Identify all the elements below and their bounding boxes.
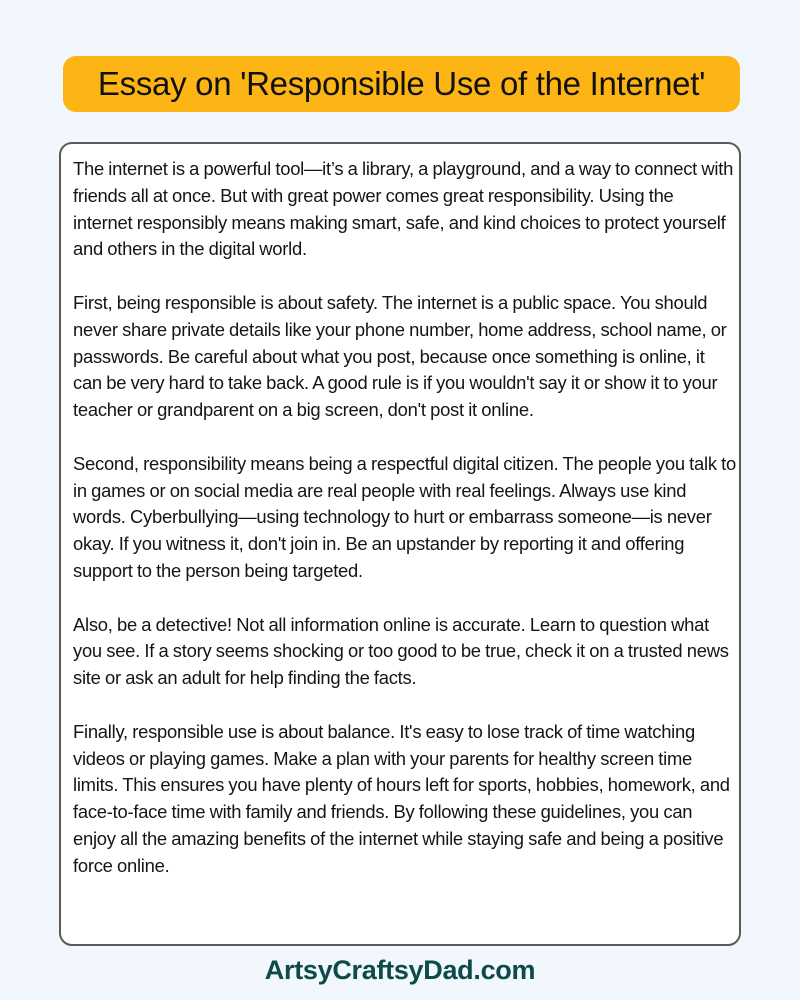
essay-container [59, 142, 741, 946]
footer-brand-watermark: ArtsyCraftsyDad.com [264, 955, 536, 985]
paragraph-balance: Finally, responsible use is about balance. It's easy to lose track of time watching videos or playing games. Make a plan with your parents for healthy screen time limits. This ensures you have plenty of hours left for sports, hobbies, homework, and face-to-face time with family and friends. By following these guidelines, you can enjoy all the amazing benefits of the internet while staying safe and being a positive force online. [73, 720, 730, 876]
title-banner [63, 56, 740, 112]
essay-body [73, 156, 737, 880]
paragraph-safety: First, being responsible is about safety. The internet is a public space. You should never share private details like your phone number, home address, school name, or passwords. Be careful about what you post, because once something is online, it can be very hard to take back. A good rule is if you wouldn't say it or show it to your teacher or grandparent on a big screen, don't post it online. [73, 291, 727, 421]
paragraph-intro: The internet is a powerful tool—it’s a library, a playground, and a way to connect with friends all at once. But with great power comes great responsibility. Using the internet responsibly means making smart, safe, and kind choices to protect yourself and others in the digital world. [73, 158, 734, 260]
paragraph-detective: Also, be a detective! Not all information online is accurate. Learn to question what you see. If a story seems shocking or too good to be true, check it on a trusted news site or ask an adult for help finding the facts. [73, 613, 729, 689]
paragraph-respect: Second, responsibility means being a respectful digital citizen. The people you talk to in games or on social media are real people with real feelings. Always use kind words. Cyberbullying—using technology to hurt or embarrass someone—is never okay. If you witness it, don't join in. Be an upstander by reporting it and offering support to the person being targeted. [73, 452, 736, 581]
page-title: Essay on 'Responsible Use of the Internet' [97, 65, 706, 102]
